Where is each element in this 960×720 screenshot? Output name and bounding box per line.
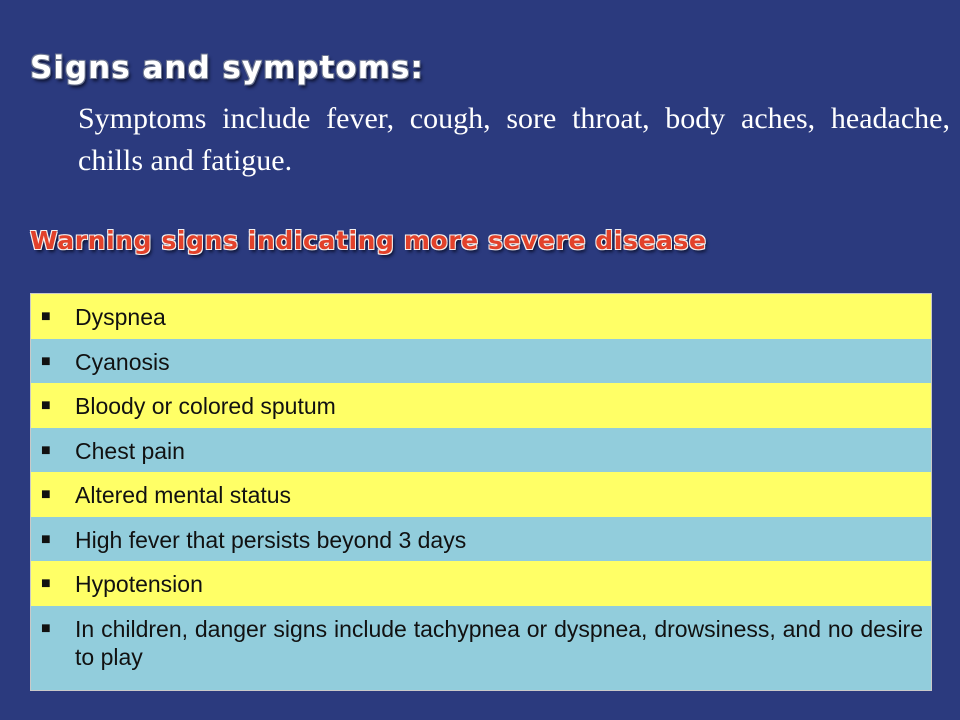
table-row — [31, 383, 931, 428]
warning-sign-text: Hypotension — [75, 571, 203, 597]
warning-sign-text: Dyspnea — [75, 304, 166, 330]
warning-sign-text: In children, danger signs include tachypnea or dyspnea, drowsiness, and no desire to play — [75, 616, 923, 670]
table-row — [31, 472, 931, 517]
square-bullet-icon: ■ — [41, 486, 51, 503]
square-bullet-icon: ■ — [41, 620, 51, 637]
table-row — [31, 294, 931, 339]
table-row — [31, 339, 931, 383]
square-bullet-icon: ■ — [41, 308, 51, 325]
warning-heading: Warning signs indicating more severe disease — [30, 226, 707, 255]
intro-paragraph: Symptoms include fever, cough, sore throat, body aches, headache, chills and fatigue. — [78, 102, 950, 177]
table-row — [31, 517, 931, 561]
table-row — [31, 561, 931, 606]
warning-sign-text: High fever that persists beyond 3 days — [75, 527, 467, 553]
warning-sign-text: Cyanosis — [75, 349, 170, 375]
warning-sign-text: Bloody or colored sputum — [75, 393, 336, 419]
square-bullet-icon: ■ — [41, 397, 51, 414]
page-title: Signs and symptoms: — [30, 50, 424, 86]
warning-sign-text: Altered mental status — [75, 482, 292, 508]
square-bullet-icon: ■ — [41, 531, 51, 548]
square-bullet-icon: ■ — [41, 353, 51, 370]
table-row — [31, 606, 931, 690]
square-bullet-icon: ■ — [41, 575, 51, 592]
warning-sign-text: Chest pain — [75, 438, 185, 464]
square-bullet-icon: ■ — [41, 442, 51, 459]
warning-signs-table — [30, 293, 932, 691]
table-row — [31, 428, 931, 472]
